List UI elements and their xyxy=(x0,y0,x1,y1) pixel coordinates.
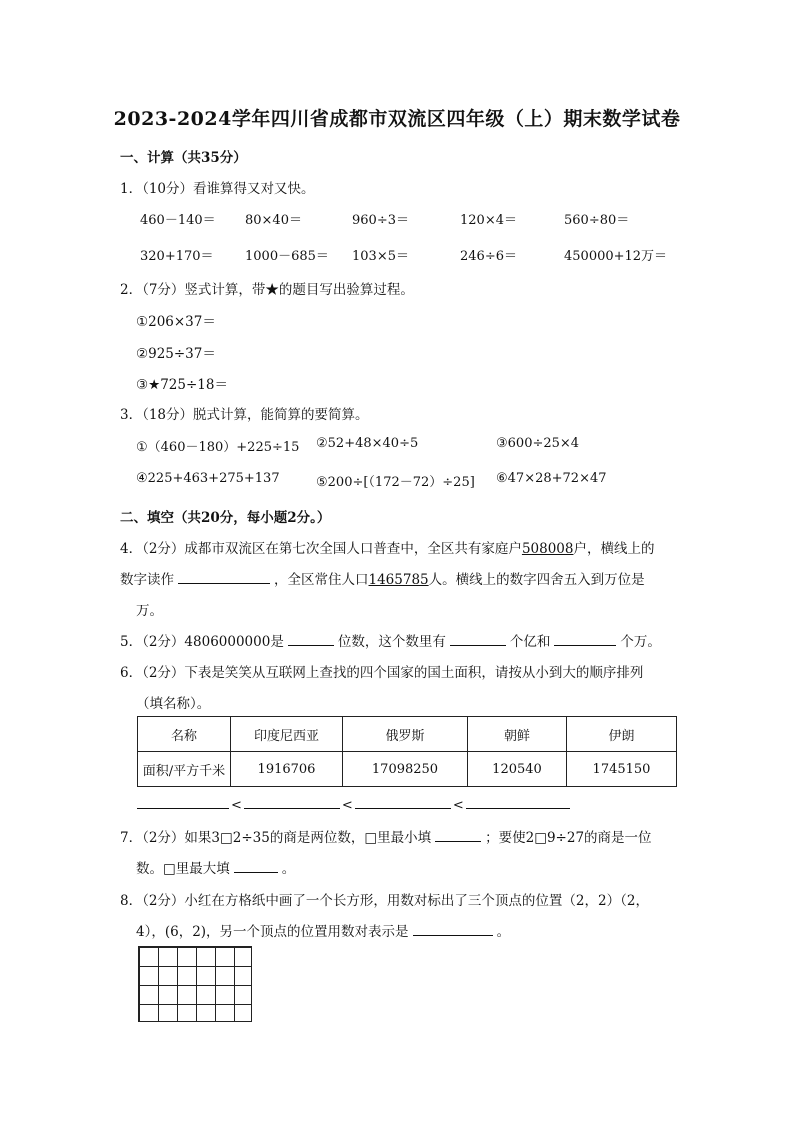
table-cell: 17098250 xyxy=(343,752,468,787)
q4-population-number: 1465785 xyxy=(368,572,429,588)
q8-coordinate-blank[interactable] xyxy=(413,921,493,936)
q8-text: 4），(6，2)，另一个顶点的位置用数对表示是 xyxy=(136,924,409,940)
country-area-table xyxy=(137,716,677,787)
q6-blank-4[interactable] xyxy=(466,794,570,809)
question-4-line-2 xyxy=(120,568,645,588)
q4-text: 户，横线上的 xyxy=(573,541,655,557)
q5-text: 位数，这个数里有 xyxy=(337,634,446,650)
q8-text: 。 xyxy=(496,924,511,940)
question-8-line-2 xyxy=(136,920,510,940)
question-7-line-1 xyxy=(120,826,652,846)
q3-item: ②52+48×40÷5 xyxy=(316,436,419,451)
q7-text: 。 xyxy=(281,861,296,877)
table-cell: 120540 xyxy=(468,752,567,787)
table-header-cell: 印度尼西亚 xyxy=(231,717,343,752)
q4-text: 人。横线上的数字四舍五入到万位是 xyxy=(428,572,645,588)
q1-item: 120×4＝ xyxy=(460,213,517,228)
q1-item: 560÷80＝ xyxy=(564,213,630,228)
table-header-cell: 朝鲜 xyxy=(468,717,567,752)
less-than-sign: < xyxy=(341,798,353,813)
table-header-cell: 俄罗斯 xyxy=(343,717,468,752)
q6-blank-1[interactable] xyxy=(137,794,229,809)
question-5 xyxy=(120,630,661,650)
question-1-stem: 1．（10分）看谁算得又对又快。 xyxy=(120,181,315,197)
table-header-cell: 伊朗 xyxy=(567,717,677,752)
q5-text: 5．（2分）4806000000是 xyxy=(120,634,284,650)
q5-text: 个万。 xyxy=(620,634,661,650)
q4-households-number: 508008 xyxy=(521,541,574,557)
q3-item: ⑤200÷[（172－72）÷25] xyxy=(316,475,475,490)
q7-text: 7．（2分）如果3□2÷35的商是两位数，□里最小填 xyxy=(120,830,432,846)
table-header-cell: 名称 xyxy=(138,717,231,752)
q1-item: 960÷3＝ xyxy=(352,213,409,228)
table-header-row xyxy=(138,717,677,752)
section-heading-calculation: 一、计算（共35分） xyxy=(120,150,247,166)
q1-item: 450000+12万＝ xyxy=(564,249,668,264)
q6-ordering-blanks xyxy=(137,794,570,813)
q7-min-blank[interactable] xyxy=(435,827,481,842)
q2-item: ③★725÷18＝ xyxy=(136,377,228,393)
q5-yi-blank[interactable] xyxy=(450,631,506,646)
table-cell: 1745150 xyxy=(567,752,677,787)
q1-item: 1000－685＝ xyxy=(245,249,329,264)
question-6-line-2: （填名称）。 xyxy=(136,696,211,712)
q7-max-blank[interactable] xyxy=(234,858,278,873)
q5-wan-blank[interactable] xyxy=(554,631,616,646)
less-than-sign: < xyxy=(452,798,464,813)
q6-blank-3[interactable] xyxy=(355,794,451,809)
q5-digits-blank[interactable] xyxy=(288,631,334,646)
q1-item: 80×40＝ xyxy=(245,213,302,228)
q1-item: 460－140＝ xyxy=(140,213,216,228)
section-heading-fill-in: 二、填空（共20分，每小题2分。） xyxy=(120,510,331,526)
q3-item: ④225+463+275+137 xyxy=(136,471,280,486)
q7-text: 数。□里最大填 xyxy=(136,861,230,877)
table-cell: 面积/平方千米 xyxy=(138,752,231,787)
question-2-stem: 2．（7分）竖式计算，带★的题目写出验算过程。 xyxy=(120,282,414,298)
q6-blank-2[interactable] xyxy=(244,794,340,809)
q2-item: ①206×37＝ xyxy=(136,314,216,330)
q4-text: 数字读作 xyxy=(120,572,174,588)
q3-item: ①（460－180）+225÷15 xyxy=(136,440,300,455)
q4-line-3: 万。 xyxy=(136,603,163,619)
q4-text: ，全区常住人口 xyxy=(274,572,369,588)
table-cell: 1916706 xyxy=(231,752,343,787)
less-than-sign: < xyxy=(231,798,242,813)
question-6-line-1: 6．（2分）下表是笑笑从互联网上查找的四个国家的国土面积，请按从小到大的顺序排列 xyxy=(120,665,644,681)
q5-text: 个亿和 xyxy=(509,634,551,650)
table-row xyxy=(138,752,677,787)
q3-item: ⑥47×28+72×47 xyxy=(496,471,607,486)
question-7-line-2 xyxy=(136,857,295,877)
question-3-stem: 3．（18分）脱式计算，能简算的要简算。 xyxy=(120,407,369,423)
question-8-line-1: 8．（2分）小红在方格纸中画了一个长方形，用数对标出了三个顶点的位置（2，2）（2， xyxy=(120,893,649,909)
q4-reading-blank[interactable] xyxy=(178,569,270,584)
q4-text: 4．（2分）成都市双流区在第七次全国人口普查中，全区共有家庭户 xyxy=(120,541,522,557)
q1-item: 320+170＝ xyxy=(140,249,214,264)
q3-item: ③600÷25×4 xyxy=(496,436,580,451)
q1-item: 246÷6＝ xyxy=(460,249,517,264)
q2-item: ②925÷37＝ xyxy=(136,346,216,362)
question-4-line-1 xyxy=(120,537,654,557)
q7-text: ；要使2□9÷27的商是一位 xyxy=(485,830,652,846)
q1-item: 103×5＝ xyxy=(352,249,409,264)
grid-paper xyxy=(138,946,252,1022)
page-title: 2023-2024学年四川省成都市双流区四年级（上）期末数学试卷 xyxy=(113,108,681,130)
